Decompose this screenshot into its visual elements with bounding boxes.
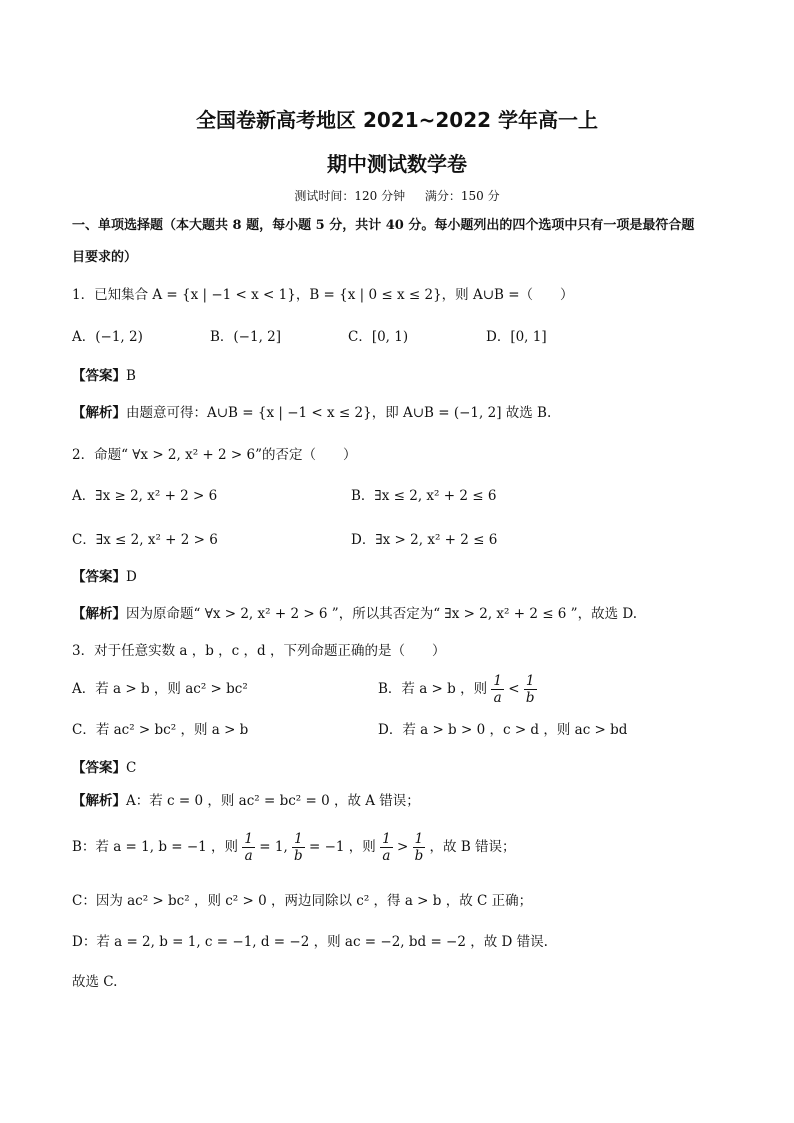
q1-option-b: B．(−1, 2] — [210, 329, 282, 345]
q3-conclusion: 故选 C. — [72, 974, 118, 990]
fraction-1-over-a: $\frac{1}{a}$ — [382, 831, 391, 864]
less-than: < — [508, 681, 520, 697]
q1-option-a: A．(−1, 2) — [72, 329, 143, 345]
title-line-1: 全国卷新高考地区 2021~2022 学年高一上 — [195, 108, 598, 132]
q3-option-c: C．若 ac² > bc² ，则 a > b — [72, 722, 249, 738]
analysis-b-text: B：若 a = 1, b = −1 ，则 — [72, 839, 239, 855]
q1-option-d: D．[0, 1] — [486, 329, 547, 345]
q3-analysis-c: C：因为 ac² > bc² ，则 c² > 0 ，两边同除以 c² ，得 a > b ，故 C 正确； — [72, 893, 533, 909]
q1-analysis — [72, 403, 551, 423]
q3-option-b — [378, 672, 537, 706]
q2-answer — [72, 567, 137, 587]
analysis-text: 由题意可得：A∪B = {x | −1 < x ≤ 2}，即 A∪B = (−1, 2] 故选 B. — [126, 405, 552, 421]
q2-stem: 2．命题“ ∀x > 2, x² + 2 > 6”的否定（ ） — [72, 447, 357, 463]
analysis-b-mid2: = −1 ，则 — [308, 839, 376, 855]
q1-stem: 1．已知集合 A = {x | −1 < x < 1}，B = {x | 0 ≤ x ≤ 2}，则 A∪B =（ ） — [72, 287, 574, 303]
fraction-1-over-b: $\frac{1}{b}$ — [414, 831, 424, 864]
analysis-b-mid: = 1, — [259, 839, 288, 855]
answer-value: C — [126, 760, 137, 776]
exam-meta — [0, 187, 794, 204]
analysis-b-suffix: ，故 B 错误； — [429, 839, 516, 855]
q1-option-c: C．[0, 1) — [348, 329, 409, 345]
title-line-2: 期中测试数学卷 — [327, 152, 467, 176]
greater-than: > — [396, 839, 409, 855]
answer-label: 【答案】 — [72, 368, 126, 384]
q2-option-c: C．∃x ≤ 2, x² + 2 > 6 — [72, 532, 218, 548]
answer-label: 【答案】 — [72, 760, 126, 776]
answer-value: B — [126, 368, 136, 384]
q3-stem: 3．对于任意实数 a ，b ，c ，d ，下列命题正确的是（ ） — [72, 643, 446, 659]
q1-answer — [72, 366, 136, 386]
option-b-text: B．若 a > b ，则 — [378, 681, 488, 697]
section-heading: 一、单项选择题（本大题共 8 题，每小题 5 分，共计 40 分。每小题列出的四个选项中只有一项是最符合题 — [72, 218, 695, 233]
analysis-text: A：若 c = 0 ，则 ac² = bc² = 0 ，故 A 错误； — [126, 793, 420, 809]
exam-time: 测试时间：120 分钟 — [294, 189, 406, 203]
q2-option-d: D．∃x > 2, x² + 2 ≤ 6 — [351, 532, 498, 548]
q3-analysis-b — [72, 830, 516, 864]
q3-answer — [72, 758, 136, 778]
q3-analysis-a — [72, 791, 420, 811]
answer-value: D — [126, 569, 137, 585]
q3-analysis-d: D：若 a = 2, b = 1, c = −1, d = −2 ，则 ac = −2, bd = −2 ，故 D 错误. — [72, 934, 548, 950]
q2-analysis — [72, 604, 637, 624]
section-heading-cont: 目要求的） — [72, 250, 138, 265]
analysis-label: 【解析】 — [72, 793, 126, 809]
fraction-1-over-a: $\frac{1}{a}$ — [493, 673, 502, 706]
q2-option-b: B．∃x ≤ 2, x² + 2 ≤ 6 — [351, 488, 497, 504]
fraction-1-over-b: $\frac{1}{b}$ — [525, 673, 535, 706]
q3-option-a: A．若 a > b ，则 ac² > bc² — [72, 681, 248, 697]
q3-option-d: D．若 a > b > 0 ，c > d ，则 ac > bd — [378, 722, 628, 738]
q2-option-a: A．∃x ≥ 2, x² + 2 > 6 — [72, 488, 218, 504]
analysis-text: 因为原命题“ ∀x > 2, x² + 2 > 6 ”，所以其否定为“ ∃x > 2, x² + 2 ≤ 6 ”，故选 D. — [126, 606, 638, 622]
answer-label: 【答案】 — [72, 569, 126, 585]
fraction-1-over-a: $\frac{1}{a}$ — [244, 831, 253, 864]
fraction-1-over-b: $\frac{1}{b}$ — [294, 831, 303, 864]
exam-score: 满分：150 分 — [424, 189, 500, 203]
analysis-label: 【解析】 — [72, 606, 126, 622]
analysis-label: 【解析】 — [72, 405, 126, 421]
